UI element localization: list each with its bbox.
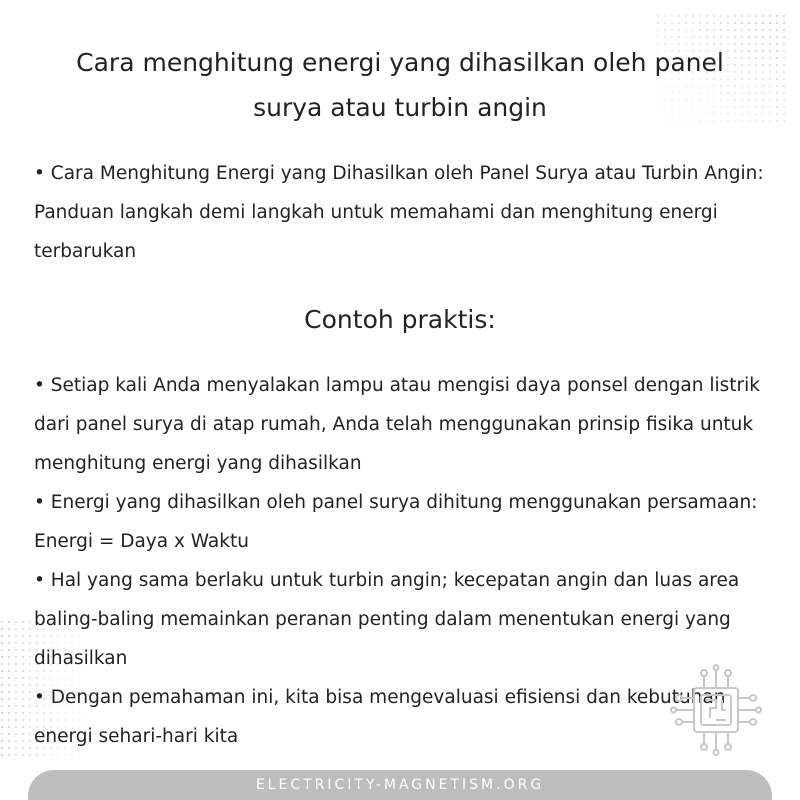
footer-site-name: ELECTRICITY-MAGNETISM.ORG xyxy=(255,777,545,793)
list-item: • Energi yang dihasilkan oleh panel surya dihitung menggunakan persamaan: Energi = Daya x Waktu xyxy=(34,492,758,552)
footer-bar xyxy=(28,770,772,800)
list-item: • Hal yang sama berlaku untuk turbin angin; kecepatan angin dan luas area baling-baling memainkan peranan penting dalam menentukan energi yang dihasilkan xyxy=(34,570,740,669)
section-heading: Contoh praktis: xyxy=(304,305,496,334)
list-item: • Dengan pemahaman ini, kita bisa mengevaluasi efisiensi dan kebutuhan energi sehari-hari kita xyxy=(34,687,726,747)
intro-paragraph: • Cara Menghitung Energi yang Dihasilkan oleh Panel Surya atau Turbin Angin: Panduan langkah demi langkah untuk memahami dan menghitung energi terbarukan xyxy=(34,163,764,262)
bullet-list xyxy=(34,366,774,756)
list-item: • Setiap kali Anda menyalakan lampu atau mengisi daya ponsel dengan listrik dari panel surya di atap rumah, Anda telah menggunakan prinsip fisika untuk menghitung energi yang dihasilkan xyxy=(34,375,761,474)
page-title: Cara menghitung energi yang dihasilkan oleh panel surya atau turbin angin xyxy=(76,48,724,122)
circuit-chip-icon xyxy=(670,664,762,756)
